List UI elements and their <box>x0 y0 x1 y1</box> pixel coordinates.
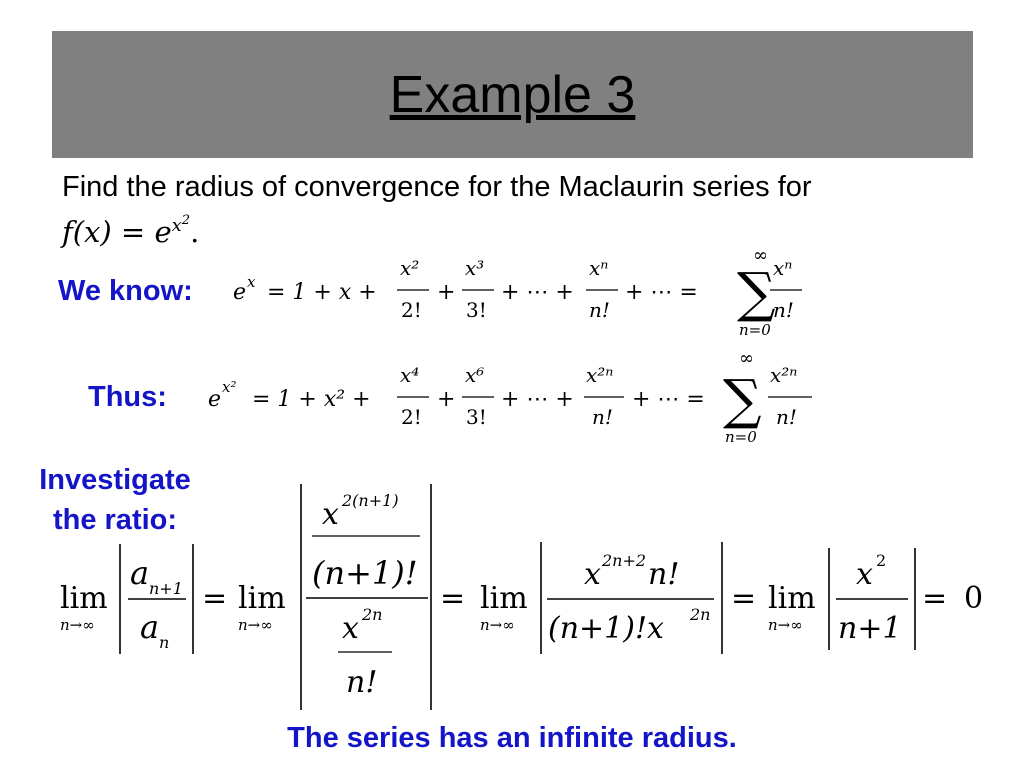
thus-term-b: + <box>437 387 456 412</box>
problem-text: Find the radius of convergence for the Maclaurin series for <box>62 171 812 203</box>
conclusion-text: The series has an infinite radius. <box>287 722 737 754</box>
step3-den-exp: 2n <box>690 605 711 624</box>
known-lhs-base: e <box>233 280 247 305</box>
lim-2: lim <box>238 581 286 616</box>
big-num-top-exp: 2(n+1) <box>342 491 399 510</box>
thus-frac1-num: x⁴ <box>400 363 420 387</box>
thus-frac3-den: n! <box>592 405 613 429</box>
step3-num-exp: 2n+2 <box>602 551 647 570</box>
big-den-top: x <box>342 611 359 646</box>
known-sigma: ∑ <box>737 261 776 324</box>
big-num-bot: (n+1)! <box>312 554 418 592</box>
title-band <box>52 31 973 158</box>
big-den-top-exp: 2n <box>362 605 383 624</box>
step4-num-exp: 2 <box>876 551 887 570</box>
thus-sigma: ∑ <box>723 368 762 431</box>
known-term-a: = 1 + x + <box>267 280 377 305</box>
thus-sum-upper: ∞ <box>739 350 754 369</box>
step3-num-tail: n! <box>648 557 680 592</box>
a-den: a <box>140 608 160 646</box>
thus-term-a: = 1 + x² + <box>252 387 371 412</box>
thus-sum-lower: n=0 <box>725 428 757 446</box>
lim-1: lim <box>60 581 108 616</box>
big-num-top: x <box>322 497 339 532</box>
eq-4: = <box>922 581 948 616</box>
lim-4: lim <box>768 581 816 616</box>
thus-label: Thus: <box>88 381 167 413</box>
known-frac1-num: x² <box>400 256 420 280</box>
ratio-test-equation <box>50 478 1010 718</box>
a-num-sub: n+1 <box>149 579 183 598</box>
step4-den: n+1 <box>838 611 902 646</box>
big-den-bot: n! <box>346 665 378 700</box>
thus-sum-den: n! <box>776 405 797 429</box>
thus-sum-num: x²ⁿ <box>770 363 798 387</box>
thus-lhs-base: e <box>208 387 222 412</box>
known-term-c: + ⋯ + <box>501 280 574 305</box>
thus-series-equation <box>200 350 820 450</box>
thus-frac1-den: 2! <box>401 405 422 429</box>
known-frac3-num: xⁿ <box>589 256 609 280</box>
eq-1: = <box>202 581 228 616</box>
known-frac3-den: n! <box>589 298 610 322</box>
known-sum-upper: ∞ <box>753 245 768 266</box>
lim-4-sub: n→∞ <box>768 616 803 634</box>
thus-lhs-exp: x² <box>222 378 237 396</box>
a-num: a <box>130 554 150 592</box>
slide-title: Example 3 <box>389 66 636 124</box>
a-den-sub: n <box>159 633 170 652</box>
known-term-d: + ⋯ = <box>625 280 698 305</box>
ratio-result: 0 <box>964 581 984 616</box>
eq-2: = <box>440 581 466 616</box>
lim-1-sub: n→∞ <box>60 616 95 634</box>
investigate-label: Investigate the ratio: <box>39 464 191 536</box>
thus-term-d: + ⋯ = <box>632 387 705 412</box>
step3-den: (n+1)!x <box>548 611 664 646</box>
lim-3-sub: n→∞ <box>480 616 515 634</box>
problem-function: $f(x) = e^{x^2}$. <box>62 213 200 249</box>
known-lhs-exp: x <box>247 273 256 291</box>
eq-3: = <box>731 581 757 616</box>
lim-2-sub: n→∞ <box>238 616 273 634</box>
known-frac1-den: 2! <box>401 298 422 322</box>
known-frac2-num: x³ <box>465 256 485 280</box>
known-term-b: + <box>437 280 456 305</box>
known-sum-lower: n=0 <box>739 321 771 339</box>
step3-num: x <box>584 557 601 592</box>
lim-3: lim <box>480 581 528 616</box>
thus-frac2-den: 3! <box>466 405 487 429</box>
problem-statement <box>62 170 812 250</box>
thus-frac3-num: x²ⁿ <box>586 363 614 387</box>
known-sum-num: xⁿ <box>773 256 793 280</box>
known-sum-den: n! <box>773 298 794 322</box>
thus-term-c: + ⋯ + <box>501 387 574 412</box>
step4-num: x <box>856 557 873 592</box>
known-frac2-den: 3! <box>466 298 487 322</box>
known-series-equation <box>225 245 805 345</box>
thus-frac2-num: x⁶ <box>465 363 485 387</box>
we-know-label: We know: <box>58 275 193 307</box>
